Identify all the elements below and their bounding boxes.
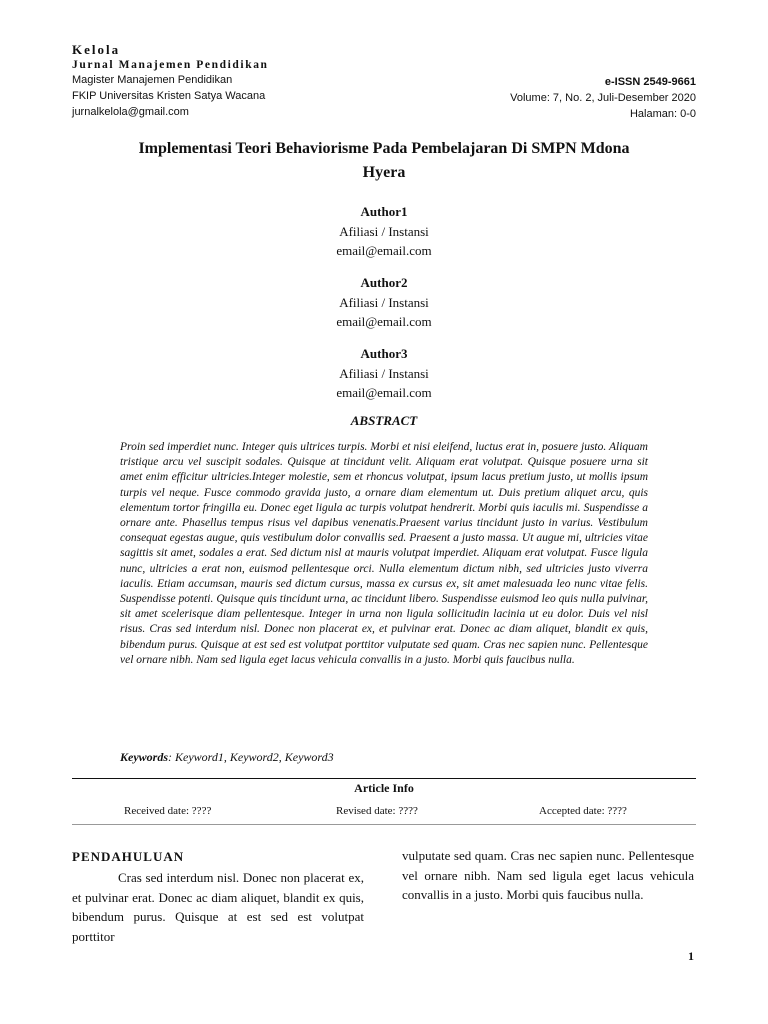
article-info-top-rule — [72, 778, 696, 779]
journal-name: Kelola — [72, 42, 121, 57]
abstract-body: Proin sed imperdiet nunc. Integer quis ultrices turpis. Morbi et nisi eleifend, luctus erat in, posuere justo. Aliquam tristique arcu vel suscipit sodales. Quisque at tincidunt velit. Aliquam erat volutpat. Quisque posuere urna sit amet enim efficitur ultricies.Integer molestie, sem et rhoncus volutpat, ipsum lacus pretium justo, ut mollis ipsum turpis vel neque. Fusce commodo gravida justo, a ornare diam elementum ut. Duis pretium aliquet arcu, quis elementum tortor fringilla eu. Donec eget ligula ac turpis volutpat hendrerit. Morbi quis iaculis mi. Suspendisse a ornare ante. Phasellus tempus risus vel dapibus venenatis.Praesent varius tincidunt justo in varius. Vestibulum consequat egestas augue, quis vestibulum dolor convallis sed. Praesent a justo massa. Ut augue mi, ultricies vitae sagittis sit amet, sodales a erat. Sed dictum nisl at mauris volutpat imperdiet. Aliquam erat volutpat. Fusce ligula nunc, ultricies a erat non, euismod pellentesque orci. Nulla elementum dictum nibh, sed ultricies justo viverra iaculis. Etiam accumsan, mauris sed dictum cursus, massa ex cursus ex, sit amet malesuada leo nunc vitae felis. Suspendisse potenti. Quisque quis tincidunt urna, ac tincidunt libero. Suspendisse euismod leo quis nulla pulvinar, sit amet scelerisque diam pellentesque. Integer in urna non ligula sollicitudin lacinia ut eu dolor. Duis vel nisl risus. Cras sed interdum nisl. Donec non placerat ex, et pulvinar erat. Donec ac diam aliquet, blandit ex quis, bibendum purus. Quisque at est sed est volutpat porttitor vulputate sed quam. Cras nec sapien nunc. Pellentesque vel ornare nibh. Nam sed ligula eget lacus vehicula convallis in a justo. Morbi quis faucibus nulla. — [120, 441, 648, 666]
article-info-title: Article Info — [354, 781, 414, 795]
author-affiliation: Afiliasi / Instansi — [339, 224, 429, 239]
institution-program: Magister Manajemen Pendidikan — [72, 74, 233, 86]
author-block — [184, 202, 584, 260]
journal-header-right — [376, 74, 696, 122]
received-date: Received date: ???? — [124, 805, 212, 817]
journal-email: jurnalkelola@gmail.com — [72, 106, 189, 118]
body-column-left — [72, 846, 364, 946]
journal-subtitle: Jurnal Manajemen Pendidikan — [72, 59, 269, 71]
body-paragraph-left: Cras sed interdum nisl. Donec non placerat ex, et pulvinar erat. Donec ac diam aliquet, blandit ex quis, bibendum purus. Quisque at est sed est volutpat porttitor — [72, 870, 364, 944]
institution-name: FKIP Universitas Kristen Satya Wacana — [72, 90, 266, 102]
author-name: Author3 — [360, 346, 408, 361]
journal-header-left — [72, 42, 392, 120]
article-info-bottom-rule — [72, 824, 696, 825]
issn: e-ISSN 2549-9661 — [604, 76, 696, 88]
volume-info: Volume: 7, No. 2, Juli-Desember 2020 — [510, 92, 696, 104]
author-list — [184, 202, 584, 415]
author-affiliation: Afiliasi / Instansi — [339, 366, 429, 381]
body-column-right — [402, 846, 694, 905]
author-affiliation: Afiliasi / Instansi — [339, 295, 429, 310]
page-number: 1 — [688, 949, 694, 963]
author-name: Author1 — [360, 204, 408, 219]
accepted-date: Accepted date: ???? — [539, 805, 627, 817]
body-paragraph-right: vulputate sed quam. Cras nec sapien nunc. Pellentesque vel ornare nibh. Nam sed ligula eget lacus vehicula convallis in a justo. Morbi quis faucibus nulla. — [402, 848, 694, 902]
keywords-label: Keywords — [120, 750, 168, 764]
author-email: email@email.com — [336, 314, 432, 329]
author-name: Author2 — [360, 275, 408, 290]
author-email: email@email.com — [336, 243, 432, 258]
paper-title: Implementasi Teori Behaviorisme Pada Pembelajaran Di SMPN Mdona Hyera — [138, 140, 630, 181]
author-email: email@email.com — [336, 385, 432, 400]
author-block — [184, 344, 584, 402]
keywords-values: : Keyword1, Keyword2, Keyword3 — [168, 750, 334, 764]
abstract-heading: ABSTRACT — [350, 413, 418, 428]
section-heading: PENDAHULUAN — [72, 849, 185, 864]
author-block — [184, 273, 584, 331]
revised-date: Revised date: ???? — [336, 805, 418, 817]
page-range: Halaman: 0-0 — [629, 108, 696, 120]
keywords-line — [120, 750, 648, 765]
